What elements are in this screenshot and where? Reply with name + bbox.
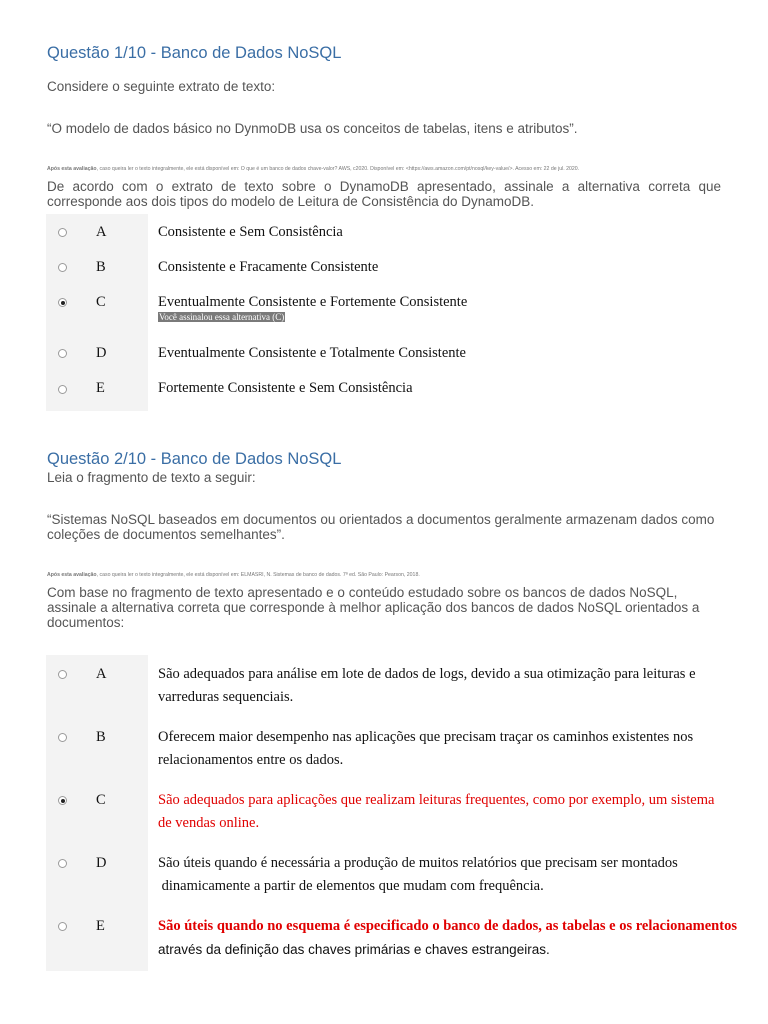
q2-option-c-line2: de vendas online.	[158, 815, 260, 831]
question-1-quote: “O modelo de dados básico no DynmoDB usa os conceitos de tabelas, itens e atributos”.	[47, 121, 578, 136]
q1-option-a-letter: A	[96, 224, 107, 240]
q2-option-b-letter: B	[96, 729, 106, 745]
q1-option-d-letter: D	[96, 345, 107, 361]
q1-option-d-text[interactable]: Eventualmente Consistente e Totalmente Consistente	[158, 345, 466, 361]
q1-option-a-text[interactable]: Consistente e Sem Consistência	[158, 224, 343, 240]
q1-option-c-text[interactable]: Eventualmente Consistente e Fortemente Consistente	[158, 294, 468, 310]
question-2-title: Questão 2/10 - Banco de Dados NoSQL	[47, 450, 342, 468]
q2-option-c-text[interactable]	[158, 789, 714, 835]
q1-option-b-text[interactable]: Consistente e Fracamente Consistente	[158, 259, 379, 275]
question-1-intro: Considere o seguinte extrato de texto:	[47, 79, 276, 94]
q1-option-c-radio[interactable]	[58, 298, 67, 307]
q2-option-b-text[interactable]	[158, 726, 693, 772]
q2-option-b-line1: Oferecem maior desempenho nas aplicações que precisam traçar os caminhos existentes nos	[158, 729, 694, 745]
question-2-intro: Leia o fragmento de texto a seguir:	[47, 470, 256, 485]
q2-option-a-line2: varreduras sequenciais.	[158, 689, 294, 705]
question-2-statement: Com base no fragmento de texto apresentado e o conteúdo estudado sobre os bancos de dados NoSQL, assinale a alternativa correta que corresponde à melhor aplicação dos bancos de dados NoSQL orientados a documentos:	[47, 585, 700, 630]
q1-option-d-radio[interactable]	[58, 349, 67, 358]
q1-option-c-letter: C	[96, 294, 106, 310]
question-1-source-text: , caso queira ler o texto integralmente, ele está disponível em: O que é um banco de dados chave-valor? AWS, c2020. Disponível em: <https://aws.amazon.com/pt/nosql/key-value/>. Acesso em: 22 de jul. 2020.	[96, 166, 580, 172]
question-1-title: Questão 1/10 - Banco de Dados NoSQL	[47, 44, 342, 62]
q2-option-e-letter: E	[96, 918, 105, 934]
q2-option-e-text[interactable]	[158, 915, 768, 961]
q1-option-e-text[interactable]: Fortemente Consistente e Sem Consistência	[158, 380, 413, 396]
question-2-quote: “Sistemas NoSQL baseados em documentos ou orientados a documentos geralmente armazenam dados como coleções de documentos semelhantes”.	[47, 512, 715, 542]
q2-option-b-radio[interactable]	[58, 733, 67, 742]
q1-option-e-letter: E	[96, 380, 105, 396]
q2-option-a-text[interactable]	[158, 663, 696, 709]
question-1-statement: De acordo com o extrato de texto sobre o DynamoDB apresentado, assinale a alternativa correta que corresponde aos dois tipos do modelo de Leitura de Consistência do DynamoDB.	[47, 179, 721, 209]
q1-option-e-radio[interactable]	[58, 385, 67, 394]
q2-option-c-line1: São adequados para aplicações que realizam leituras frequentes, como por exemplo, um sistema	[158, 792, 715, 808]
q2-option-d-letter: D	[96, 855, 107, 871]
q2-option-d-line1: São úteis quando é necessária a produção de muitos relatórios que precisam ser montados	[158, 855, 678, 871]
q2-option-a-radio[interactable]	[58, 670, 67, 679]
question-1-source-bold: Após esta avaliação	[47, 166, 97, 172]
q2-option-d-radio[interactable]	[58, 859, 67, 868]
question-2-source-text: , caso queira ler o texto integralmente, ele está disponível em: ELMASRI, N. Sistemas de banco de dados. 7ª ed. São Paulo: Pearson, 2018.	[96, 572, 420, 578]
q2-option-e-radio[interactable]	[58, 922, 67, 931]
q2-option-a-line1: São adequados para análise em lote de dados de logs, devido a sua otimização para leituras e	[158, 666, 696, 682]
q2-option-a-letter: A	[96, 666, 107, 682]
q2-option-b-line2: relacionamentos entre os dados.	[158, 752, 344, 768]
q1-option-b-letter: B	[96, 259, 106, 275]
question-2-source-bold: Após esta avaliação	[47, 572, 97, 578]
q2-option-e-line2: através da definição das chaves primárias e chaves estrangeiras.	[158, 942, 550, 957]
question-2-source	[47, 572, 420, 578]
selected-answer-note: Você assinalou essa alternativa (C)	[159, 312, 285, 322]
q2-option-e-line1: São úteis quando no esquema é especificado o banco de dados, as tabelas e os relacionamentos	[158, 918, 737, 934]
q2-option-d-text[interactable]	[158, 852, 678, 898]
q2-option-c-letter: C	[96, 792, 106, 808]
q1-option-a-radio[interactable]	[58, 228, 67, 237]
question-1-source	[47, 166, 579, 172]
q2-option-c-radio[interactable]	[58, 796, 67, 805]
q2-option-d-line2: dinamicamente a partir de elementos que mudam com frequência.	[158, 878, 544, 894]
q1-option-b-radio[interactable]	[58, 263, 67, 272]
